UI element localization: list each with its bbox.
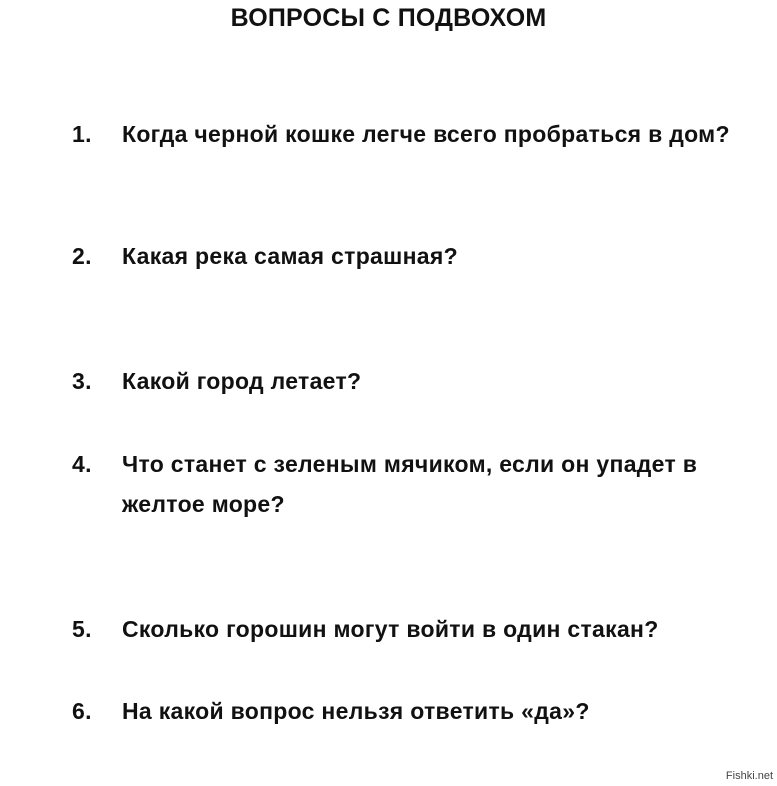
question-number: 1.	[72, 121, 92, 147]
question-text: Сколько горошин могут войти в один стакан?	[122, 616, 659, 642]
question-number: 5.	[72, 616, 92, 642]
question-text: На какой вопрос нельзя ответить «да»?	[122, 698, 590, 724]
question-text: Что станет с зеленым мячиком, если он упадет в желтое море?	[122, 451, 698, 517]
page-title: ВОПРОСЫ С ПОДВОХОМ	[230, 4, 547, 32]
question-number: 2.	[72, 243, 92, 269]
question-item	[72, 114, 762, 154]
question-item	[72, 444, 762, 524]
question-text: Какой город летает?	[122, 368, 362, 394]
watermark: Fishki.net	[725, 770, 773, 782]
question-text: Какая река самая страшная?	[122, 243, 458, 269]
question-item	[72, 361, 762, 401]
question-number: 3.	[72, 368, 92, 394]
question-item	[72, 609, 762, 649]
question-text: Когда черной кошке легче всего пробраться в дом?	[122, 121, 730, 147]
question-number: 6.	[72, 698, 92, 724]
question-item	[72, 691, 762, 731]
question-item	[72, 236, 762, 276]
question-number: 4.	[72, 451, 92, 477]
